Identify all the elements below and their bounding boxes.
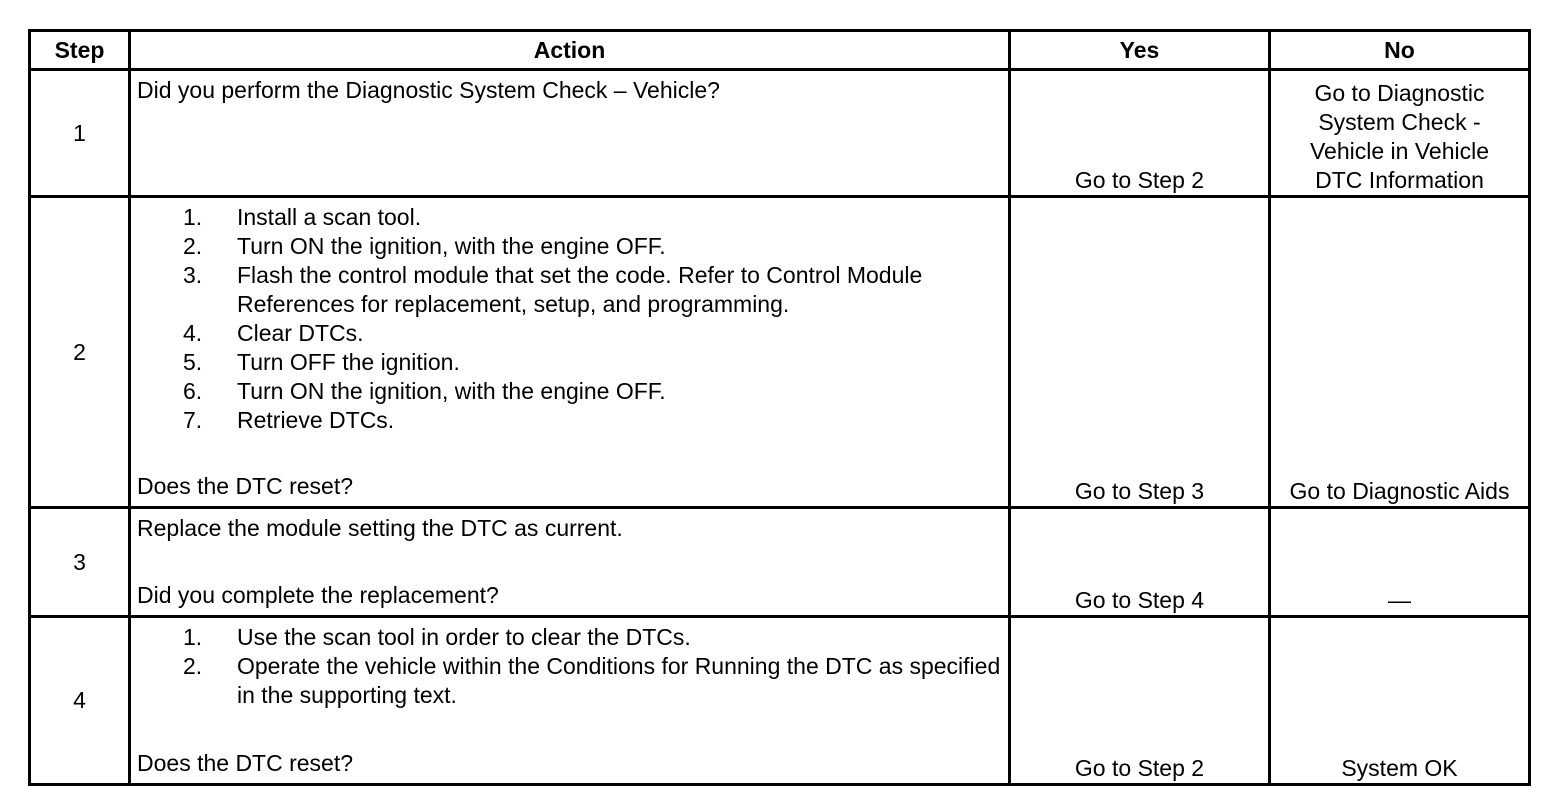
header-yes: Yes: [1010, 31, 1270, 70]
list-item: 2. Operate the vehicle within the Conditions for Running the DTC as specified in the supporting text.: [183, 653, 1001, 708]
action-intro: Did you perform the Diagnostic System Check – Vehicle?: [137, 77, 720, 103]
step-number: 1: [30, 70, 130, 197]
step-number: 2: [30, 197, 130, 508]
action-cell: [130, 70, 1010, 197]
no-cell: [1270, 70, 1530, 197]
yes-cell: Go to Step 3: [1010, 197, 1270, 508]
action-cell: [130, 617, 1010, 785]
step-number: 3: [30, 508, 130, 617]
list-item: 3. Flash the control module that set the code. Refer to Control Module References for replacement, setup, and programming.: [183, 262, 923, 317]
list-item: 1. Install a scan tool.: [183, 204, 422, 230]
list-item: 4. Clear DTCs.: [183, 320, 364, 346]
header-step: Step: [30, 31, 130, 70]
action-question: Did you complete the replacement?: [137, 582, 499, 608]
action-question: Does the DTC reset?: [137, 473, 354, 499]
yes-cell: Go to Step 2: [1010, 617, 1270, 785]
step-number: 4: [30, 617, 130, 785]
yes-cell: Go to Step 4: [1010, 508, 1270, 617]
list-item: 2. Turn ON the ignition, with the engine OFF.: [183, 233, 666, 259]
table-row: [30, 197, 1530, 508]
list-item: 5. Turn OFF the ignition.: [183, 349, 460, 375]
action-cell: [130, 197, 1010, 508]
list-item: 1. Use the scan tool in order to clear the DTCs.: [183, 624, 691, 650]
action-steps-list: [137, 203, 1002, 435]
list-item: 7. Retrieve DTCs.: [183, 407, 395, 433]
table-row: [30, 508, 1530, 617]
action-cell: [130, 508, 1010, 617]
no-cell: Go to Diagnostic Aids: [1270, 197, 1530, 508]
table-row: [30, 617, 1530, 785]
action-question: Does the DTC reset?: [137, 750, 354, 776]
header-action: Action: [130, 31, 1010, 70]
yes-cell: Go to Step 2: [1010, 70, 1270, 197]
diagnostic-table: [28, 29, 1531, 786]
no-cell: —: [1270, 508, 1530, 617]
table-row: [30, 70, 1530, 197]
action-steps-list: [137, 623, 1002, 710]
header-row: [30, 31, 1530, 70]
no-cell: System OK: [1270, 617, 1530, 785]
list-item: 6. Turn ON the ignition, with the engine OFF.: [183, 378, 666, 404]
no-text: Go to Diagnostic System Check - Vehicle in Vehicle DTC Information: [1309, 80, 1489, 193]
action-intro: Replace the module setting the DTC as current.: [137, 515, 623, 541]
header-no: No: [1270, 31, 1530, 70]
